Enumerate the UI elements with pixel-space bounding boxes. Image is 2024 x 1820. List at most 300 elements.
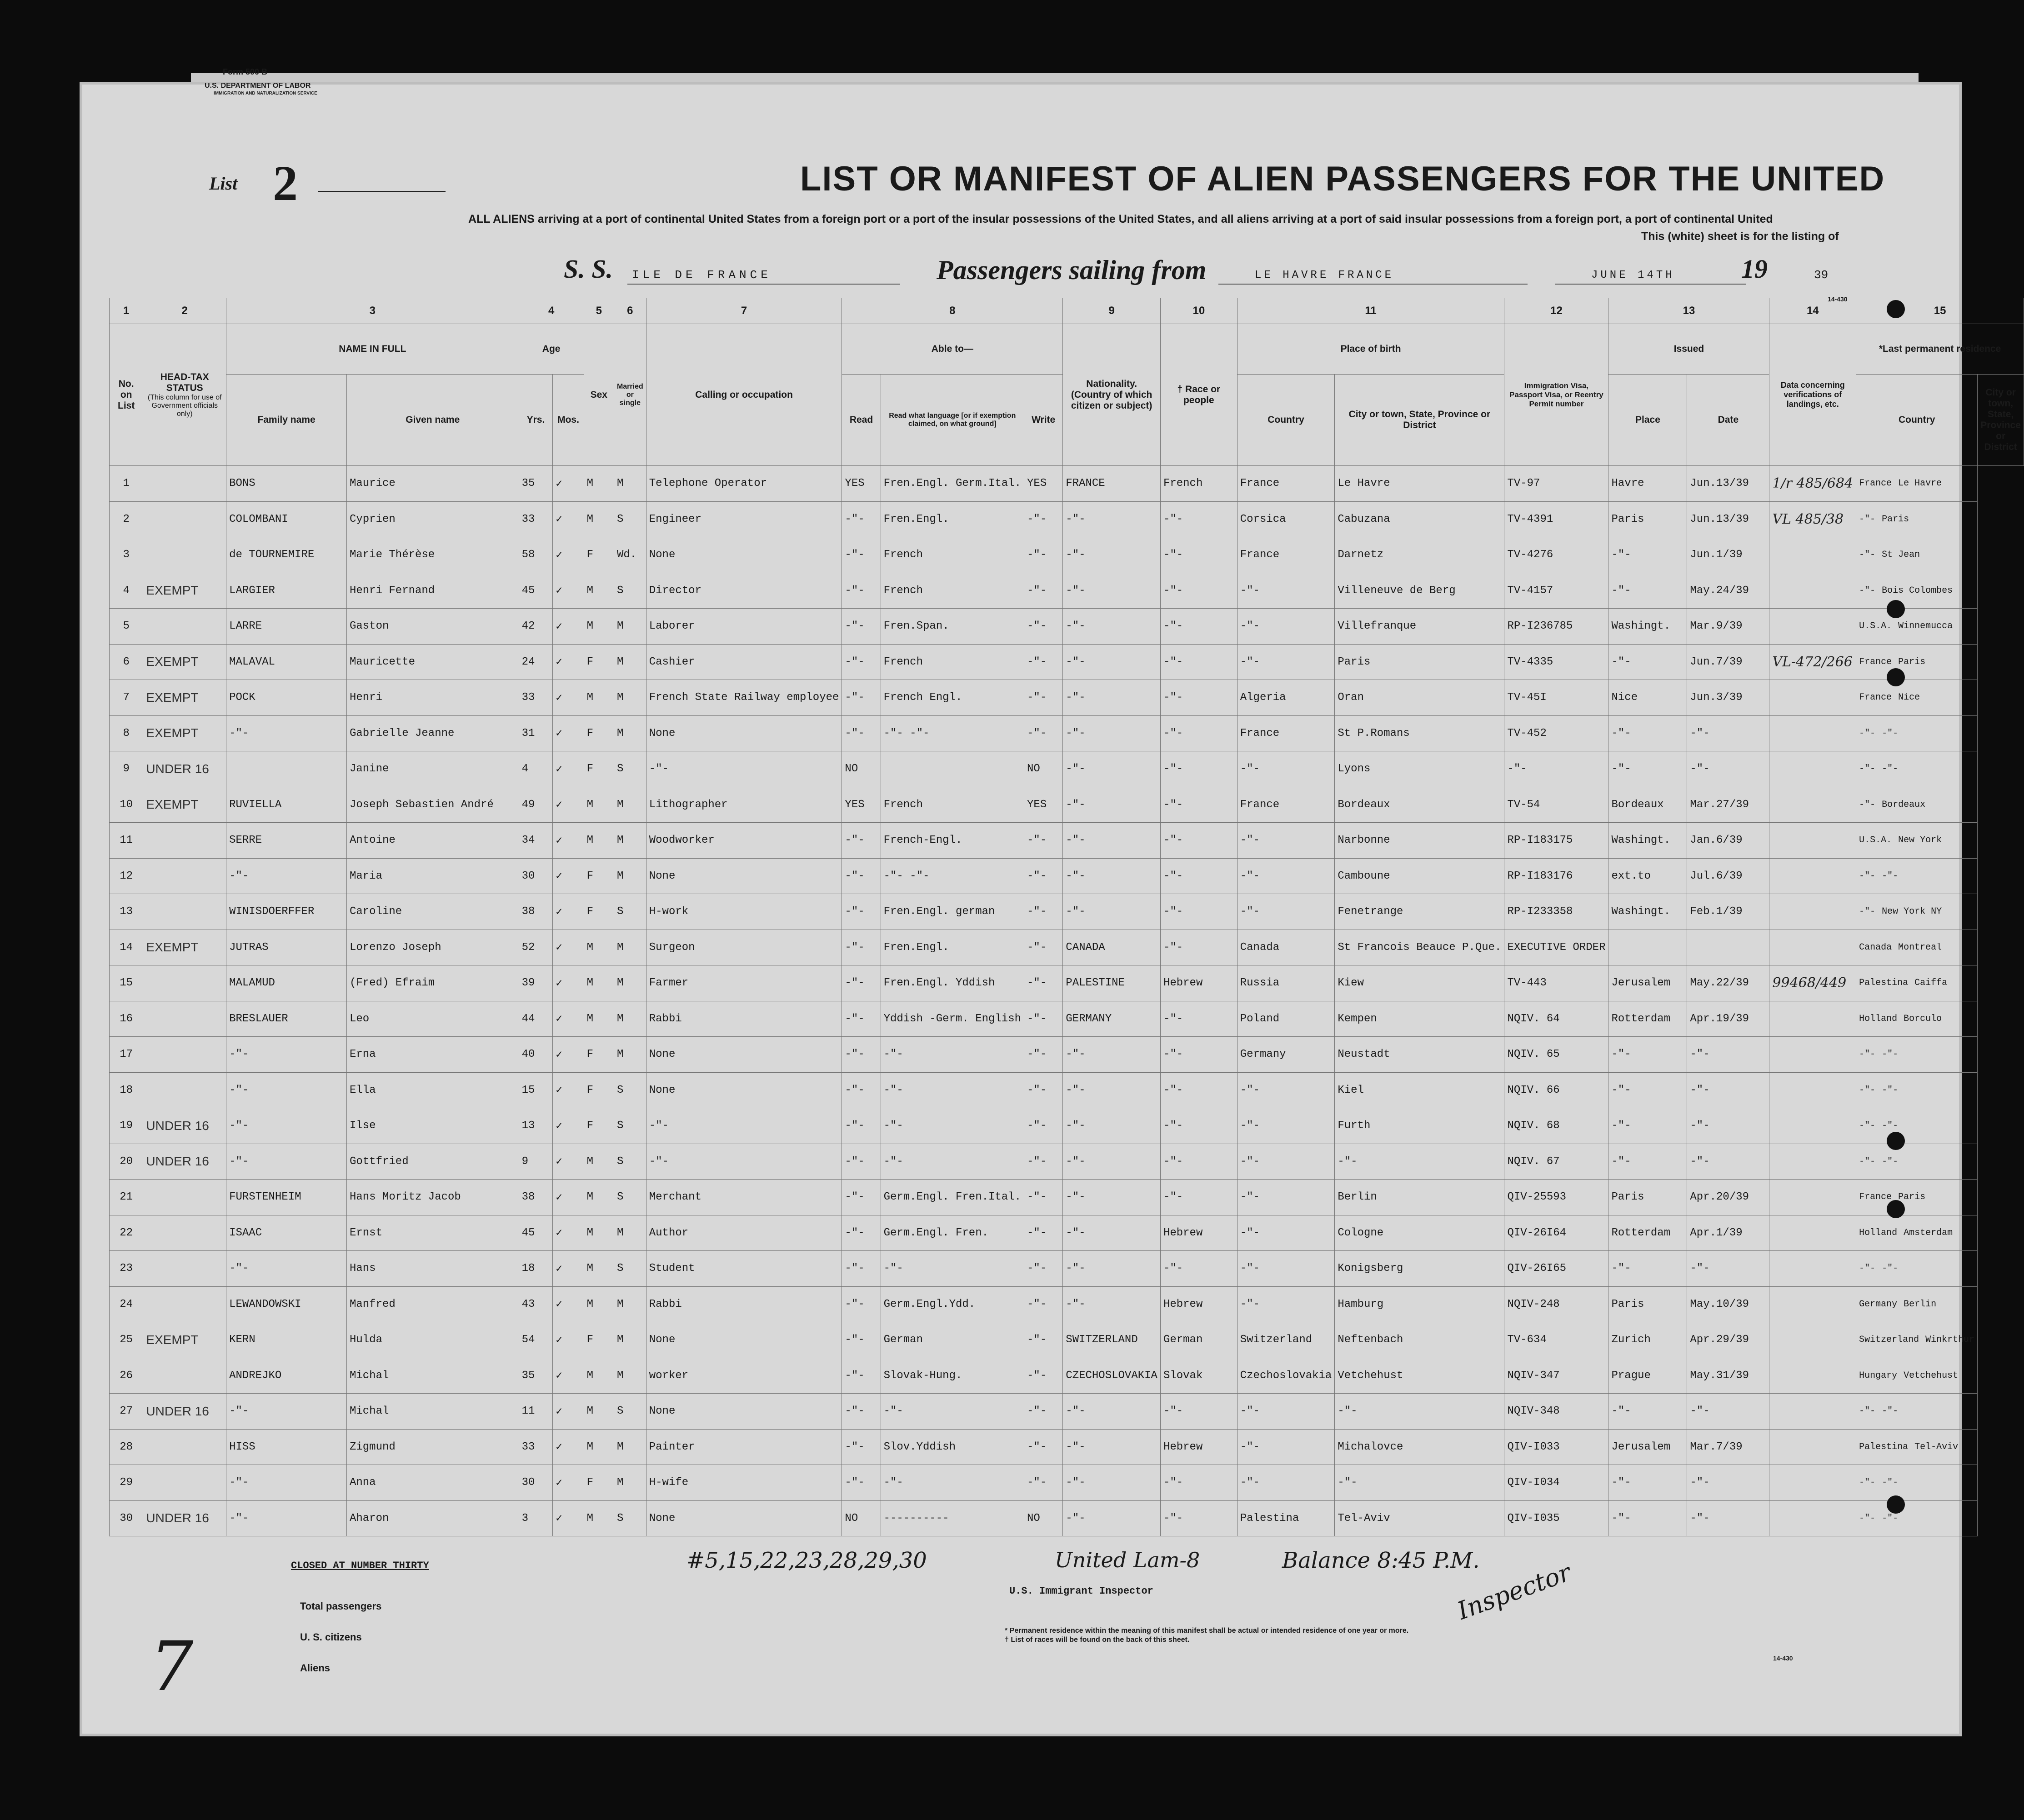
table-row [110, 609, 2024, 645]
cell-visa: TV-4391 [1504, 501, 1608, 537]
residence-city: -"- [1882, 1049, 1899, 1060]
cell-visa: QIV-I033 [1504, 1429, 1608, 1465]
table-row [110, 466, 2024, 502]
cell-race: Hebrew [1160, 1286, 1237, 1322]
footnote-residence: * Permanent residence within the meaning of this manifest shall be actual or intended residence of one year or more. [1005, 1627, 1409, 1635]
cell-race: -"- [1160, 930, 1237, 965]
cell-nat: GERMANY [1063, 1001, 1161, 1037]
cell-idate: Apr.19/39 [1687, 1001, 1769, 1037]
cell-family: MALAVAL [226, 644, 347, 680]
cell-lang: -"- [881, 1465, 1024, 1501]
cell-mos: ✓ [553, 537, 584, 573]
cell-no: 12 [110, 858, 143, 894]
cell-race: -"- [1160, 1108, 1237, 1144]
cell-occ: Cashier [646, 644, 842, 680]
cell-nat: -"- [1063, 680, 1161, 716]
cell-rcountry [1856, 680, 1978, 716]
cell-occ: None [646, 1322, 842, 1358]
cell-visa: EXECUTIVE ORDER [1504, 930, 1608, 965]
cell-mos: ✓ [553, 1072, 584, 1108]
cell-lang: -"- [881, 1072, 1024, 1108]
cell-sex: M [584, 1144, 614, 1180]
cell-bcountry: Corsica [1237, 501, 1335, 537]
cell-rcountry [1856, 1037, 1978, 1073]
cell-bcity: Michalovce [1335, 1429, 1504, 1465]
cell-nat: -"- [1063, 1072, 1161, 1108]
cell-data [1769, 1108, 1856, 1144]
cell-occ: -"- [646, 1144, 842, 1180]
cell-sex: M [584, 1180, 614, 1215]
cell-ms: M [614, 1215, 646, 1251]
cell-nat: -"- [1063, 1108, 1161, 1144]
residence-country: U.S.A. [1859, 835, 1892, 846]
cell-tax: EXEMPT [143, 644, 226, 680]
table-row [110, 1394, 2024, 1430]
cell-bcity: Villefranque [1335, 609, 1504, 645]
cell-read: -"- [842, 1108, 881, 1144]
cell-sex: F [584, 751, 614, 787]
cell-read: -"- [842, 1394, 881, 1430]
manifest-title: LIST OR MANIFEST OF ALIEN PASSENGERS FOR THE UNITED [800, 160, 1885, 198]
table-row [110, 1286, 2024, 1322]
cell-no: 24 [110, 1286, 143, 1322]
residence-country: Holland [1859, 1227, 1898, 1238]
residence-city: Paris [1898, 656, 1926, 667]
residence-country: France [1859, 478, 1892, 489]
cell-idate: Apr.20/39 [1687, 1180, 1769, 1215]
residence-city: Nice [1898, 692, 1920, 703]
residence-city: -"- [1882, 1156, 1899, 1167]
cell-race: Hebrew [1160, 965, 1237, 1001]
cell-rcountry [1856, 715, 1978, 751]
cell-rcountry [1856, 1001, 1978, 1037]
sailing-date: JUNE 14TH [1591, 269, 1675, 281]
cell-bcity: Furth [1335, 1108, 1504, 1144]
cell-ms: M [614, 1286, 646, 1322]
cell-iplace: -"- [1608, 1108, 1687, 1144]
residence-country: -"- [1859, 1263, 1876, 1274]
cell-idate: Apr.29/39 [1687, 1322, 1769, 1358]
table-row [110, 1180, 2024, 1215]
cell-iplace: ext.to [1608, 858, 1687, 894]
cell-mos: ✓ [553, 1465, 584, 1501]
cell-write: NO [1024, 1500, 1063, 1536]
cell-bcountry: -"- [1237, 858, 1335, 894]
cell-bcity: Villeneuve de Berg [1335, 573, 1504, 609]
cell-rcountry [1856, 1394, 1978, 1430]
cell-sex: F [584, 1072, 614, 1108]
cell-iplace: Rotterdam [1608, 1001, 1687, 1037]
residence-country: -"- [1859, 585, 1876, 596]
cell-tax [143, 1072, 226, 1108]
residence-city: Bois Colombes [1882, 585, 1953, 596]
header-place-of-birth: Place of birth [1237, 324, 1504, 375]
cell-given: Ernst [346, 1215, 519, 1251]
col-num-9: 9 [1063, 298, 1161, 324]
cell-idate: Jul.6/39 [1687, 858, 1769, 894]
residence-country: -"- [1859, 906, 1876, 917]
cell-no: 3 [110, 537, 143, 573]
residence-city: Montreal [1898, 942, 1942, 953]
cell-given: Anna [346, 1465, 519, 1501]
cell-sex: F [584, 1037, 614, 1073]
cell-rcountry [1856, 501, 1978, 537]
cell-family: -"- [226, 858, 347, 894]
cell-bcountry: France [1237, 466, 1335, 502]
cell-iplace: Bordeaux [1608, 787, 1687, 823]
cell-visa: TV-4157 [1504, 573, 1608, 609]
cell-lang: French [881, 644, 1024, 680]
residence-country: -"- [1859, 1120, 1876, 1131]
cell-nat: CANADA [1063, 930, 1161, 965]
table-row [110, 1500, 2024, 1536]
total-passengers-label: Total passengers [300, 1600, 382, 1612]
cell-sex: M [584, 930, 614, 965]
cell-occ: Student [646, 1251, 842, 1287]
cell-nat: FRANCE [1063, 466, 1161, 502]
cell-sex: M [584, 1001, 614, 1037]
cell-no: 16 [110, 1001, 143, 1037]
col-num-15: 15 [1856, 298, 2024, 324]
table-row [110, 1144, 2024, 1180]
cell-bcountry: Russia [1237, 965, 1335, 1001]
cell-tax: EXEMPT [143, 715, 226, 751]
header-read-language: Read what language [or if exemption claimed, on what ground] [881, 375, 1024, 466]
cell-idate: Feb.1/39 [1687, 894, 1769, 930]
cell-occ: Engineer [646, 501, 842, 537]
cell-no: 5 [110, 609, 143, 645]
cell-no: 27 [110, 1394, 143, 1430]
cell-family: ISAAC [226, 1215, 347, 1251]
residence-country: Holland [1859, 1013, 1898, 1024]
cell-write: -"- [1024, 1180, 1063, 1215]
residence-country: France [1859, 1192, 1892, 1203]
cell-sex: F [584, 715, 614, 751]
cell-visa: NQIV. 64 [1504, 1001, 1608, 1037]
cell-lang: French [881, 537, 1024, 573]
cell-sex: M [584, 1394, 614, 1430]
cell-write: -"- [1024, 1465, 1063, 1501]
cell-lang: Fren.Engl. Germ.Ital. [881, 466, 1024, 502]
cell-rcountry [1856, 858, 1978, 894]
cell-write: -"- [1024, 965, 1063, 1001]
cell-write: -"- [1024, 1429, 1063, 1465]
cell-read: -"- [842, 930, 881, 965]
cell-lang: Germ.Engl. Fren. [881, 1215, 1024, 1251]
cell-given: Ella [346, 1072, 519, 1108]
cell-bcity: Cabuzana [1335, 501, 1504, 537]
cell-mos: ✓ [553, 1108, 584, 1144]
cell-no: 30 [110, 1500, 143, 1536]
residence-city: New York NY [1882, 906, 1942, 917]
cell-bcity: Berlin [1335, 1180, 1504, 1215]
cell-mos: ✓ [553, 609, 584, 645]
cell-given: Aharon [346, 1500, 519, 1536]
cell-bcountry: France [1237, 787, 1335, 823]
cell-no: 2 [110, 501, 143, 537]
cell-bcountry: Switzerland [1237, 1322, 1335, 1358]
cell-given: Henri Fernand [346, 573, 519, 609]
cell-no: 22 [110, 1215, 143, 1251]
cell-tax [143, 1465, 226, 1501]
cell-given: Manfred [346, 1286, 519, 1322]
cell-bcity: Kempen [1335, 1001, 1504, 1037]
cell-no: 13 [110, 894, 143, 930]
cell-given: Hans Moritz Jacob [346, 1180, 519, 1215]
cell-bcity: -"- [1335, 1465, 1504, 1501]
cell-rcountry [1856, 1144, 1978, 1180]
cell-idate: Jun.13/39 [1687, 466, 1769, 502]
cell-mos: ✓ [553, 1037, 584, 1073]
cell-visa: TV-97 [1504, 466, 1608, 502]
cell-tax: EXEMPT [143, 1322, 226, 1358]
cell-nat: CZECHOSLOVAKIA [1063, 1358, 1161, 1394]
cell-lang: Fren.Engl. german [881, 894, 1024, 930]
cell-no: 1 [110, 466, 143, 502]
residence-country: -"- [1859, 1477, 1876, 1488]
service-label: IMMIGRATION AND NATURALIZATION SERVICE [214, 91, 317, 96]
table-row [110, 894, 2024, 930]
cell-data [1769, 1394, 1856, 1430]
cell-race: -"- [1160, 858, 1237, 894]
col-num-1: 1 [110, 298, 143, 324]
footnote-races: † List of races will be found on the back of this sheet. [1005, 1636, 1190, 1644]
cell-no: 10 [110, 787, 143, 823]
table-row [110, 715, 2024, 751]
cell-nat: SWITZERLAND [1063, 1322, 1161, 1358]
residence-city: New York [1898, 835, 1942, 846]
cell-given: Gabrielle Jeanne [346, 715, 519, 751]
residence-city: Winkrthur [1925, 1335, 1975, 1345]
cell-lang: Fren.Engl. [881, 501, 1024, 537]
cell-family: -"- [226, 1108, 347, 1144]
cell-family: MALAMUD [226, 965, 347, 1001]
residence-city: Paris [1882, 514, 1909, 525]
cell-race: Hebrew [1160, 1429, 1237, 1465]
cell-mos: ✓ [553, 751, 584, 787]
balance-note: Balance 8:45 P.M. [1282, 1548, 1480, 1573]
cell-bcity: Fenetrange [1335, 894, 1504, 930]
column-number-row [110, 298, 2024, 324]
cell-iplace: -"- [1608, 1072, 1687, 1108]
cell-read: -"- [842, 644, 881, 680]
cell-ms: M [614, 644, 646, 680]
date-underline [1555, 284, 1746, 285]
cell-mos: ✓ [553, 1322, 584, 1358]
cell-idate: May.22/39 [1687, 965, 1769, 1001]
cell-idate: -"- [1687, 751, 1769, 787]
cell-given: Gottfried [346, 1144, 519, 1180]
cell-tax: UNDER 16 [143, 1108, 226, 1144]
cell-sex: F [584, 858, 614, 894]
table-row [110, 787, 2024, 823]
cell-sex: M [584, 787, 614, 823]
cell-idate: -"- [1687, 715, 1769, 751]
cell-bcity: Narbonne [1335, 823, 1504, 859]
residence-city: Borculo [1904, 1013, 1942, 1024]
cell-ms: M [614, 680, 646, 716]
cell-race: -"- [1160, 1144, 1237, 1180]
cell-data [1769, 715, 1856, 751]
cell-occ: Lithographer [646, 787, 842, 823]
cell-family: -"- [226, 1251, 347, 1287]
cell-read: -"- [842, 1072, 881, 1108]
cell-visa: QIV-25593 [1504, 1180, 1608, 1215]
cell-no: 8 [110, 715, 143, 751]
cell-race: -"- [1160, 680, 1237, 716]
cell-bcity: Kiew [1335, 965, 1504, 1001]
cell-nat: -"- [1063, 537, 1161, 573]
cell-no: 21 [110, 1180, 143, 1215]
cell-bcity: St P.Romans [1335, 715, 1504, 751]
cell-visa: NQIV-348 [1504, 1394, 1608, 1430]
cell-iplace: -"- [1608, 715, 1687, 751]
header-nationality: Nationality. (Country of which citizen or subject) [1063, 324, 1161, 466]
residence-country: -"- [1859, 1085, 1876, 1095]
cell-bcity: Oran [1335, 680, 1504, 716]
cell-yrs: 30 [519, 858, 553, 894]
punch-hole [1887, 1495, 1905, 1514]
punch-hole [1887, 668, 1905, 686]
punch-hole [1887, 1200, 1905, 1218]
cell-nat: -"- [1063, 501, 1161, 537]
cell-ms: M [614, 715, 646, 751]
cell-tax [143, 858, 226, 894]
form-code: 14-430 [1773, 1655, 1793, 1662]
cell-data: 99468/449 [1769, 965, 1856, 1001]
cell-yrs: 54 [519, 1322, 553, 1358]
cell-yrs: 30 [519, 1465, 553, 1501]
cell-lang [881, 751, 1024, 787]
cell-iplace: Jerusalem [1608, 965, 1687, 1001]
cell-tax [143, 1037, 226, 1073]
cell-bcountry: -"- [1237, 1251, 1335, 1287]
cell-ms: S [614, 1108, 646, 1144]
cell-ms: M [614, 1429, 646, 1465]
cell-yrs: 52 [519, 930, 553, 965]
residence-city: Vetchehust [1904, 1370, 1959, 1381]
header-head-tax-note: (This column for use of Government officials only) [147, 393, 222, 418]
cell-data: 1/r 485/684 [1769, 466, 1856, 502]
cell-bcity: Vetchehust [1335, 1358, 1504, 1394]
col-num-12: 12 [1504, 298, 1608, 324]
cell-ms: Wd. [614, 537, 646, 573]
residence-city: -"- [1882, 1477, 1899, 1488]
inspector-signature: Inspector [1453, 1558, 1575, 1625]
cell-occ: None [646, 715, 842, 751]
cell-given: Michal [346, 1358, 519, 1394]
cell-bcity: -"- [1335, 1144, 1504, 1180]
cell-data [1769, 1358, 1856, 1394]
cell-bcountry: Czechoslovakia [1237, 1358, 1335, 1394]
cell-data [1769, 1251, 1856, 1287]
year-prefix: 19 [1741, 254, 1768, 284]
cell-given: Maurice [346, 466, 519, 502]
cell-race: -"- [1160, 1001, 1237, 1037]
cell-idate: -"- [1687, 1144, 1769, 1180]
table-row [110, 1072, 2024, 1108]
cell-tax [143, 1358, 226, 1394]
cell-given: (Fred) Efraim [346, 965, 519, 1001]
header-age: Age [519, 324, 584, 375]
header-visa: Immigration Visa, Passport Visa, or Reentry Permit number [1504, 324, 1608, 466]
cell-write: -"- [1024, 930, 1063, 965]
cell-iplace: Washingt. [1608, 823, 1687, 859]
header-read: Read [842, 375, 881, 466]
cell-data [1769, 1072, 1856, 1108]
cell-yrs: 11 [519, 1394, 553, 1430]
table-row [110, 823, 2024, 859]
cell-yrs: 9 [519, 1144, 553, 1180]
cell-bcountry: -"- [1237, 1180, 1335, 1215]
cell-sex: M [584, 466, 614, 502]
header-issued: Issued [1608, 324, 1769, 375]
cell-ms: M [614, 965, 646, 1001]
ss-label: S. S. [564, 254, 613, 284]
cell-family: LARRE [226, 609, 347, 645]
cell-tax [143, 609, 226, 645]
cell-write: -"- [1024, 715, 1063, 751]
cell-ms: S [614, 1180, 646, 1215]
cell-idate: Jan.6/39 [1687, 823, 1769, 859]
cell-read: -"- [842, 537, 881, 573]
cell-rcountry [1856, 573, 1978, 609]
cell-visa: TV-54 [1504, 787, 1608, 823]
cell-bcity: Konigsberg [1335, 1251, 1504, 1287]
cell-no: 26 [110, 1358, 143, 1394]
cell-write: -"- [1024, 680, 1063, 716]
cell-rcountry [1856, 644, 1978, 680]
cell-no: 14 [110, 930, 143, 965]
cell-read: -"- [842, 1001, 881, 1037]
cell-race: -"- [1160, 501, 1237, 537]
cell-tax [143, 823, 226, 859]
cell-write: -"- [1024, 1394, 1063, 1430]
cell-no: 28 [110, 1429, 143, 1465]
port-underline [1218, 284, 1528, 285]
cell-lang: Slov.Yddish [881, 1429, 1024, 1465]
header-head-tax-title: HEAD-TAX STATUS [160, 371, 209, 393]
cell-write: YES [1024, 787, 1063, 823]
cell-iplace: -"- [1608, 751, 1687, 787]
cell-rcountry [1856, 1251, 1978, 1287]
list-underline [318, 191, 446, 192]
table-row [110, 858, 2024, 894]
header-issued-place: Place [1608, 375, 1687, 466]
cell-visa: QIV-I034 [1504, 1465, 1608, 1501]
cell-mos: ✓ [553, 1144, 584, 1180]
col-num-5: 5 [584, 298, 614, 324]
cell-given: Janine [346, 751, 519, 787]
cell-lang: -"- [881, 1251, 1024, 1287]
cell-bcity: Hamburg [1335, 1286, 1504, 1322]
header-res-country: Country [1856, 375, 1978, 466]
cell-sex: M [584, 823, 614, 859]
cell-ms: M [614, 1037, 646, 1073]
cell-bcountry: -"- [1237, 644, 1335, 680]
cell-rcountry [1856, 751, 1978, 787]
cell-mos: ✓ [553, 573, 584, 609]
cell-race: French [1160, 466, 1237, 502]
cell-no: 18 [110, 1072, 143, 1108]
cell-yrs: 38 [519, 1180, 553, 1215]
cell-nat: PALESTINE [1063, 965, 1161, 1001]
cell-tax [143, 1215, 226, 1251]
cell-given: Marie Thérèse [346, 537, 519, 573]
cell-iplace: Jerusalem [1608, 1429, 1687, 1465]
cell-yrs: 33 [519, 501, 553, 537]
residence-city: Amsterdam [1904, 1227, 1953, 1238]
